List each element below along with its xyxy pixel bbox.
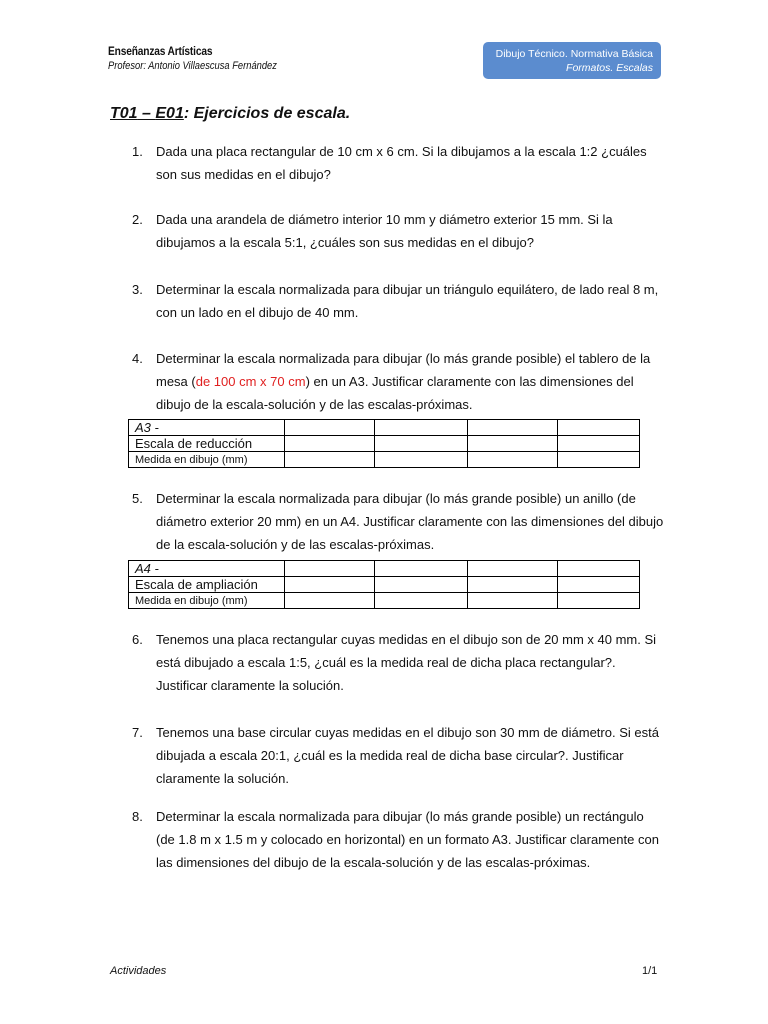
table-empty-cell: [285, 420, 375, 436]
table-empty-cell: [285, 577, 375, 593]
table-empty-cell: [468, 561, 558, 577]
table-row: [129, 561, 640, 577]
question-number: 8.: [132, 809, 143, 824]
question-number: 1.: [132, 144, 143, 159]
subject-topic: Formatos. Escalas: [566, 62, 653, 74]
footer-section: Actividades: [110, 965, 167, 977]
highlighted-dimensions: de 100 cm x 70 cm: [195, 374, 306, 389]
question-number: 7.: [132, 725, 143, 740]
question-text-part: ) en un A3. Justificar claramente con las dimensiones del dibujo de la escala-solución y de las escalas-próximas.: [156, 374, 634, 412]
table-measure-label: Medida en dibujo (mm): [129, 593, 285, 609]
table-empty-cell: [558, 420, 640, 436]
title-text: : Ejercicios de escala.: [183, 105, 351, 122]
table-empty-cell: [558, 561, 640, 577]
table-empty-cell: [468, 420, 558, 436]
table-scale-label: Escala de reducción: [129, 436, 285, 452]
title-separator: –: [137, 105, 156, 122]
subject-badge: [483, 42, 661, 79]
table-empty-cell: [285, 452, 375, 468]
table-a4: [128, 560, 640, 609]
table-empty-cell: [468, 452, 558, 468]
document-header: [108, 44, 307, 72]
table-measure-label: Medida en dibujo (mm): [129, 452, 285, 468]
question-text: Tenemos una placa rectangular cuyas medidas en el dibujo son de 20 mm x 40 mm. Si está dibujado a escala 1:5, ¿cuál es la medida real de dicha placa rectangular?. Justificar claramente la solución.: [156, 632, 657, 693]
question-number: 6.: [132, 632, 143, 647]
table-format-cell: A4 -: [129, 561, 285, 577]
question-text: Tenemos una base circular cuyas medidas en el dibujo son 30 mm de diámetro. Si está dibujada a escala 20:1, ¿cuál es la medida real de dicha base circular?. Justificar claramente la solución.: [156, 725, 659, 786]
table-row: [129, 436, 640, 452]
question-text: Dada una arandela de diámetro interior 10 mm y diámetro exterior 15 mm. Si la dibujamos a la escala 5:1, ¿cuáles son sus medidas en el dibujo?: [156, 212, 613, 250]
table-empty-cell: [468, 577, 558, 593]
question-text: Determinar la escala normalizada para dibujar (lo más grande posible) un rectángulo (de 1.8 m x 1.5 m y colocado en horizontal) en un formato A3. Justificar claramente con las dimensiones del dibujo de la escala-solución y de las escalas-próximas.: [156, 809, 659, 870]
table-empty-cell: [558, 577, 640, 593]
table-empty-cell: [285, 561, 375, 577]
table-empty-cell: [375, 420, 468, 436]
page-title: [110, 105, 350, 123]
table-empty-cell: [558, 436, 640, 452]
page-number: 1/1: [642, 965, 658, 977]
subject-title: Dibujo Técnico. Normativa Básica: [495, 48, 653, 60]
table-empty-cell: [285, 593, 375, 609]
title-code-exercise: E01: [155, 105, 184, 122]
question-text-part: Determinar la escala normalizada para dibujar (lo más grande posible) el tablero de la mesa (: [156, 351, 651, 389]
question-text: Determinar la escala normalizada para dibujar un triángulo equilátero, de lado real 8 m, con un lado en el dibujo de 40 mm.: [156, 282, 659, 320]
question-text: Determinar la escala normalizada para dibujar (lo más grande posible) un anillo (de diámetro exterior 20 mm) en un A4. Justificar claramente con las dimensiones del dibujo de la escala-solución y de las escalas-próximas.: [156, 491, 664, 552]
question-text: Dada una placa rectangular de 10 cm x 6 cm. Si la dibujamos a la escala 1:2 ¿cuáles son sus medidas en el dibujo?: [156, 144, 647, 182]
table-format-cell: A3 -: [129, 420, 285, 436]
question-number: 2.: [132, 212, 143, 227]
table-empty-cell: [375, 452, 468, 468]
question-number: 3.: [132, 282, 143, 297]
table-a3: [128, 419, 640, 468]
question-text: [156, 347, 666, 416]
teacher-name: Profesor: Antonio Villaescusa Fernández: [108, 60, 277, 72]
table-empty-cell: [375, 436, 468, 452]
question-number: 4.: [132, 351, 143, 366]
table-empty-cell: [375, 593, 468, 609]
school-name: Enseñanzas Artísticas: [108, 44, 213, 58]
table-row: [129, 420, 640, 436]
table-empty-cell: [285, 436, 375, 452]
table-empty-cell: [468, 436, 558, 452]
table-row: [129, 452, 640, 468]
title-code-unit: T01: [110, 105, 138, 122]
table-empty-cell: [558, 593, 640, 609]
table-empty-cell: [375, 577, 468, 593]
table-row: [129, 577, 640, 593]
table-empty-cell: [558, 452, 640, 468]
table-row: [129, 593, 640, 609]
table-empty-cell: [468, 593, 558, 609]
question-number: 5.: [132, 491, 143, 506]
table-scale-label: Escala de ampliación: [129, 577, 285, 593]
table-empty-cell: [375, 561, 468, 577]
